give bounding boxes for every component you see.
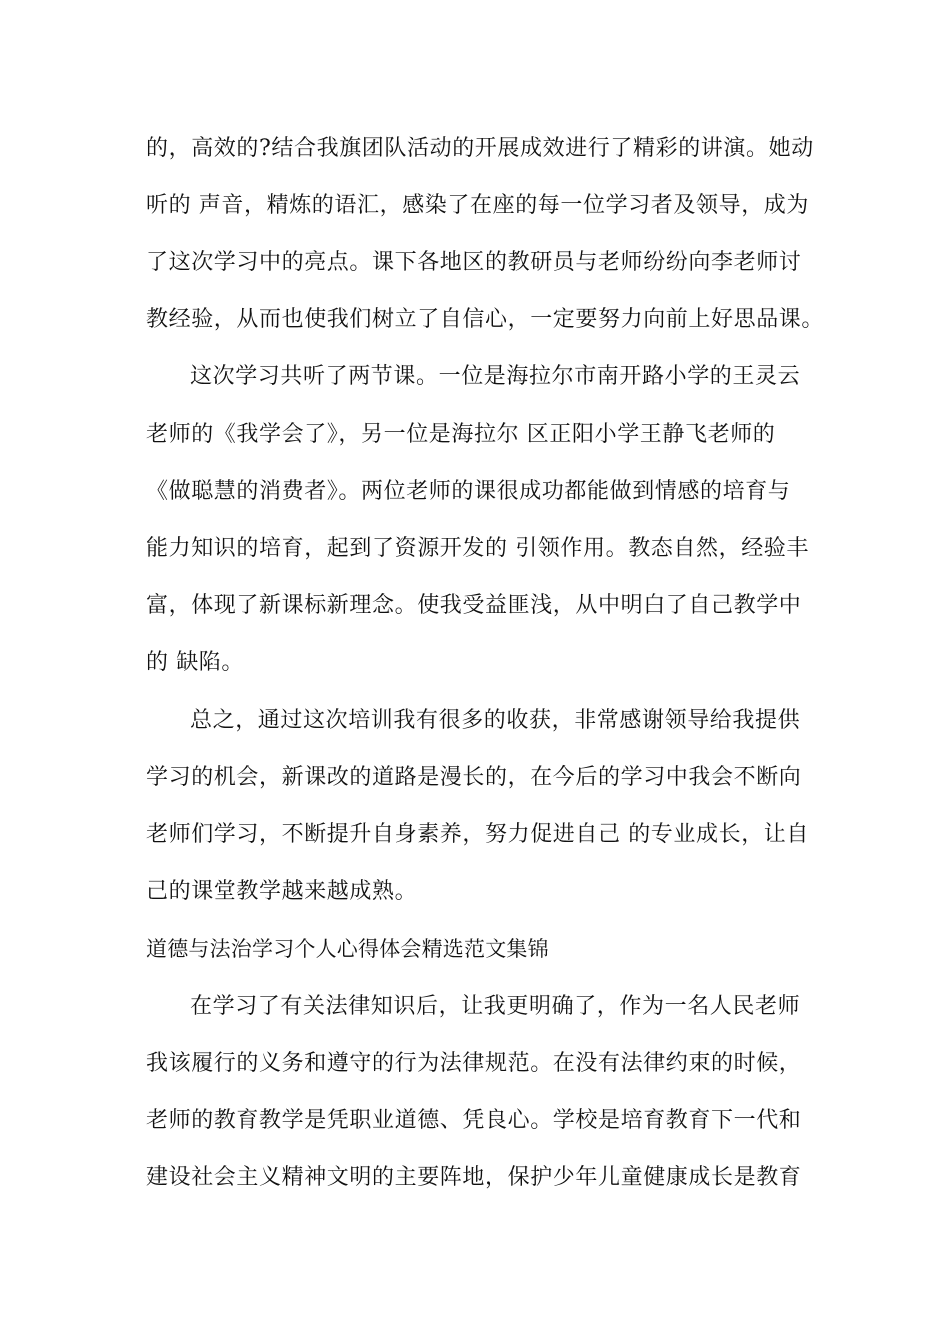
paragraph-line: 听的 声音，精炼的语汇，感染了在座的每一位学习者及领导，成为 xyxy=(146,193,809,218)
paragraph-line: 在学习了有关法律知识后，让我更明确了，作为一名人民老师 xyxy=(190,994,801,1019)
paragraph-line: 能力知识的培育，起到了资源开发的 引领作用。教态自然，经验丰 xyxy=(146,536,809,561)
paragraph-line: 老师的教育教学是凭职业道德、凭良心。学校是培育教育下一代和 xyxy=(146,1108,802,1133)
paragraph-line: 富，体现了新课标新理念。使我受益匪浅，从中明白了自己教学中 xyxy=(146,593,802,618)
paragraph-line: 《做聪慧的消费者》。两位老师的课很成功都能做到情感的培育与 xyxy=(146,479,791,504)
paragraph-line: 总之，通过这次培训我有很多的收获，非常感谢领导给我提供 xyxy=(190,708,801,733)
paragraph-line: 建设社会主义精神文明的主要阵地，保护少年儿童健康成长是教育 xyxy=(146,1165,802,1190)
paragraph-line: 教经验，从而也使我们树立了自信心，一定要努力向前上好思品课。 xyxy=(146,307,825,332)
paragraph-line: 的，高效的?结合我旗团队活动的开展成效进行了精彩的讲演。她动 xyxy=(146,136,814,161)
paragraph-line: 老师们学习，不断提升自身素养，努力促进自己 的专业成长，让自 xyxy=(146,822,809,847)
paragraph-line: 的 缺陷。 xyxy=(146,650,244,675)
paragraph-line: 学习的机会，新课改的道路是漫长的，在今后的学习中我会不断向 xyxy=(146,765,802,790)
paragraph-line: 了这次学习中的亮点。课下各地区的教研员与老师纷纷向李老师讨 xyxy=(146,250,802,275)
paragraph-line: 这次学习共听了两节课。一位是海拉尔市南开路小学的王灵云 xyxy=(190,364,801,389)
paragraph-line: 老师的《我学会了》，另一位是海拉尔 区正阳小学王静飞老师的 xyxy=(146,422,776,447)
section-heading: 道德与法治学习个人心得体会精选范文集锦 xyxy=(146,937,549,961)
paragraph-line: 己的课堂教学越来越成熟。 xyxy=(146,879,418,904)
paragraph-line: 我该履行的义务和遵守的行为法律规范。在没有法律约束的时候， xyxy=(146,1051,802,1076)
